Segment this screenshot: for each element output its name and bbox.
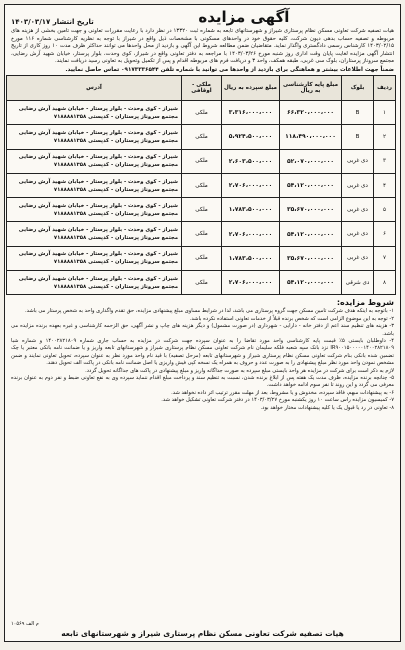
cell-row-number: ۱	[374, 100, 396, 124]
cell-block: دی غربی	[342, 246, 374, 270]
condition-item: ۸- تعاونی در رد یا قبول یک یا کلیه پیشنهادات مختار خواهد بود.	[260, 404, 394, 411]
cell-ownership: ملکی	[182, 222, 222, 246]
cell-block: دی غربی	[342, 149, 374, 173]
cell-row-number: ۲	[374, 125, 396, 149]
header-base-price: مبلغ پایه کارشناسی به ریال	[280, 75, 342, 100]
condition-item: ۴- داوطلبان بایستی ۵٪ قیمت پایه کارشناسی واحد مورد تقاضا را به عنوان سپرده جهت شرکت در مزایده به حساب جاری شماره ۱۴۰۰۲۸۲۱۸۰۹ و شماره شبا IR۹۰۰۱۵۰۰۰۰۰۱۴۰۰۲۸۲۱۸۰۹ نزد بانک سپه شعبه فلکه سلیمان نام شرکت تعاونی مسکن نظام پرستاری شیراز و شهرستانهای تابعه واریز و یا ضمانت نامه بانکی معتبر یا چک تضمین شده بانکی بنام شرکت تعاونی مسکن نظام پرستاری شیراز و شهرستانهای تابعه (مرحل تصفیه) با قید نام واحد مورد نظر به عنوان سپرده، تحویل تعاونی نمایند و ضمن مشخص نمودن واحد مورد نظر مبلغ پیشنهادی را به صورت عدد و حروف به همراه یک نسخه کپی فیش واریزی یا اصل ضمانت نامه بانکی در پاکت الف تحویل دهند.	[11, 337, 394, 367]
cell-base-price: ۵۴،۱۲۰،۰۰۰،۰۰۰	[280, 222, 342, 246]
cell-row-number: ۸	[374, 271, 396, 295]
cell-block: دی غربی	[342, 198, 374, 222]
header-ownership: ملکی - اوقافی	[182, 75, 222, 100]
cell-deposit: ۲،۷۰۶،۰۰۰،۰۰۰	[222, 173, 280, 197]
cell-block: دی شرقی	[342, 271, 374, 295]
cell-base-price: ۳۵،۶۷۰،۰۰۰،۰۰۰	[280, 246, 342, 270]
cell-row-number: ۵	[374, 198, 396, 222]
cell-address: شیراز - کوی وحدت - بلوار پرستار - خیابان شهید آرش رضایی مجتمع سروناز پرستاران - کدپستی ۷۱۸۸۸۸۱۳۵۸	[7, 173, 182, 197]
cell-deposit: ۳،۳۱۶،۰۰۰،۰۰۰	[222, 100, 280, 124]
cell-address: شیراز - کوی وحدت - بلوار پرستار - خیابان شهید آرش رضایی مجتمع سروناز پرستاران - کدپستی ۷۱۸۸۸۸۱۳۵۸	[7, 271, 182, 295]
table-row	[7, 100, 396, 124]
table-row	[7, 246, 396, 270]
table-row	[7, 198, 396, 222]
cell-base-price: ۳۵،۶۷۰،۰۰۰،۰۰۰	[280, 198, 342, 222]
auction-notice	[4, 4, 401, 642]
cell-ownership: ملکی	[182, 271, 222, 295]
table-row	[7, 271, 396, 295]
cell-address: شیراز - کوی وحدت - بلوار پرستار - خیابان شهید آرش رضایی مجتمع سروناز پرستاران - کدپستی ۷۱۸۸۸۸۱۳۵۸	[7, 100, 182, 124]
condition-item: ۶- به پیشنهادات مبهم، فاقد سپرده، مخدوش و یا مشروط، بعد از مهلت مقرر ترتیب اثر داده نخواهد شد.	[171, 389, 394, 396]
cell-block: B	[342, 125, 374, 149]
header-deposit: مبلغ سپرده به ریال	[222, 75, 280, 100]
cell-ownership: ملکی	[182, 198, 222, 222]
cell-deposit: ۲،۷۰۶،۰۰۰،۰۰۰	[222, 271, 280, 295]
cell-address: شیراز - کوی وحدت - بلوار پرستار - خیابان شهید آرش رضایی مجتمع سروناز پرستاران - کدپستی ۷۱۸۸۸۸۱۳۵۸	[7, 125, 182, 149]
cell-deposit: ۲،۶۰۳،۵۰۰،۰۰۰	[222, 149, 280, 173]
table-row	[7, 149, 396, 173]
condition-item: ۳- هزینه های تنظیم سند اعم از دفتر خانه - دارایی - شهرداری (در صورت مشمول) و دیگر هزینه های چاپ و نشر آگهی، حق الزحمه کارشناسی و غیره بعهده برنده مزایده می باشد.	[11, 323, 394, 337]
cell-address: شیراز - کوی وحدت - بلوار پرستار - خیابان شهید آرش رضایی مجتمع سروناز پرستاران - کدپستی ۷۱۸۸۸۸۱۳۵۸	[7, 222, 182, 246]
cell-deposit: ۱،۷۸۳،۵۰۰،۰۰۰	[222, 198, 280, 222]
cell-deposit: ۵،۹۲۴،۵۰۰،۰۰۰	[222, 125, 280, 149]
signature-line: هیات تصفیه شرکت تعاونی مسکن نظام پرستاری شیراز و شهرستانهای تابعه	[61, 629, 344, 638]
cell-ownership: ملکی	[182, 125, 222, 149]
cell-address: شیراز - کوی وحدت - بلوار پرستار - خیابان شهید آرش رضایی مجتمع سروناز پرستاران - کدپستی ۷۱۸۸۸۸۱۳۵۸	[7, 149, 182, 173]
cell-ownership: ملکی	[182, 149, 222, 173]
condition-item: ۲- توجه به این موضوع الزامی است که شخص برنده قبلاً از خدمات تعاونی استفاده نکرده باشد.	[189, 315, 394, 322]
cell-base-price: ۱۱۸،۴۹۰،۰۰۰،۰۰۰	[280, 125, 342, 149]
table-row	[7, 125, 396, 149]
contact-line: ضمناً جهت اطلاعات بیشتر و هماهنگی برای بازدید از واحدها می توانید با شماره تلفن ۰۹۱۷۳۳۳۶۵۴۴ تماس حاصل نمایید.	[65, 66, 394, 73]
publish-date: تاریخ انتشار ۱۴۰۳/۰۳/۱۷	[11, 18, 94, 26]
cell-row-number: ۷	[374, 246, 396, 270]
table-row	[7, 173, 396, 197]
cell-block: دی غربی	[342, 222, 374, 246]
cell-base-price: ۶۶،۳۲۰،۰۰۰،۰۰۰	[280, 100, 342, 124]
header-address: آدرس	[7, 75, 182, 100]
conditions-title: شروط مزایده:	[336, 298, 394, 308]
table-header-row	[7, 75, 396, 100]
cell-ownership: ملکی	[182, 100, 222, 124]
condition-item: ۷- کمیسیون مزایده راس ساعت ۱۰ روز یکشنبه مورخ ۱۴۰۳/۰۳/۲۷ در دفتر شرکت تعاونی تشکیل خواهد شد.	[161, 397, 394, 404]
header-block: بلوک	[342, 75, 374, 100]
cell-base-price: ۵۲،۰۷۰،۰۰۰،۰۰۰	[280, 149, 342, 173]
cell-block: B	[342, 100, 374, 124]
condition-item: ۱- باتوجه به اینکه هدف شرکت تامین مسکن جهت گروه پرستاری می باشد، لذا در شرایط مساوی مبلغ پیشنهادی مزایده، حق تقدم واگذاری واحد به شخص پرستار می باشد.	[24, 308, 394, 315]
cell-ownership: ملکی	[182, 246, 222, 270]
ad-code: م الف ۱۰۵۶۹	[11, 621, 39, 627]
cell-deposit: ۱،۷۸۳،۵۰۰،۰۰۰	[222, 246, 280, 270]
cell-address: شیراز - کوی وحدت - بلوار پرستار - خیابان شهید آرش رضایی مجتمع سروناز پرستاران - کدپستی ۷۱۸۸۸۸۱۳۵۸	[7, 246, 182, 270]
cell-block: دی غربی	[342, 173, 374, 197]
cell-row-number: ۳	[374, 149, 396, 173]
header-row-number: ردیف	[374, 75, 396, 100]
cell-row-number: ۴	[374, 173, 396, 197]
cell-deposit: ۲،۷۰۶،۰۰۰،۰۰۰	[222, 222, 280, 246]
condition-item: ۵- چنانچه برنده مزایده، ظرف مدت یک هفته پس از ابلاغ برنده شدن، نسبت به تنظیم سند و پرداخت مبلغ اقدام ننماید سپرده وی به نفع تعاونی ضبط و نفر دوم به عنوان برنده معرفی می گردد و این روند تا نفر سوم ادامه خواهد داشت.	[11, 375, 394, 389]
intro-paragraph: هیات تصفیه شرکت تعاونی مسکن نظام پرستاری شیراز و شهرستانهای تابعه به شماره ثبت ۱۳۳۲۰ در نظر دارد با رعایت مقررات تعاونی و جهت تامین بخشی از هزینه های مربوطه و تصفیه حساب بدهی دیون شرکت، کلیه حقوق خود در واحدهای مسکونی با مشخصات ذیل واقع در شیراز با توجه به نظریه کارشناسی شماره ۱۱۶ مورخ ۱۴۰۳/۰۲/۱۵ کارشناس رسمی دادگستری واگذار نماید. متقاضیان ضمن مطالعه شروط این آگهی و بازدید از محل واحدها می توانند حداکثر ظرف مدت ۱۰ روز کاری از تاریخ انتشار آگهی مزایده لغایت پایان وقت اداری روز شنبه مورخ ۱۴۰۳/۰۳/۲۶ با مراجعه به دفتر تعاونی واقع در شیراز، کوی وحدت، بلوار پرستار، خیابان شهید آرش رضایی، مجتمع سروناز پرستاران، بلوک سی غربی، طبقه همکف، واحد ۳ و دریافت فرم های مربوطه اقدام و پس از تکمیل وتحویل به تعاونی رسید دریافت نمایند.	[11, 28, 394, 65]
header	[5, 5, 400, 26]
cell-base-price: ۵۴،۱۲۰،۰۰۰،۰۰۰	[280, 173, 342, 197]
table-row	[7, 222, 396, 246]
cell-address: شیراز - کوی وحدت - بلوار پرستار - خیابان شهید آرش رضایی مجتمع سروناز پرستاران - کدپستی ۷۱۸۸۸۸۱۳۵۸	[7, 198, 182, 222]
cell-base-price: ۵۴،۱۲۰،۰۰۰،۰۰۰	[280, 271, 342, 295]
page-title: آگهی مزایده	[198, 8, 290, 26]
cell-row-number: ۶	[374, 222, 396, 246]
conditions-list	[5, 308, 400, 412]
cell-ownership: ملکی	[182, 173, 222, 197]
units-table	[6, 75, 396, 295]
condition-item: لازم به ذکر است برای شرکت در مزایده هر واحد بایستی مبلغ سپرده به صورت جداگانه واریز و مبلغ پیشنهادی در پاکت های جداگانه تحویل گردد.	[85, 367, 394, 374]
